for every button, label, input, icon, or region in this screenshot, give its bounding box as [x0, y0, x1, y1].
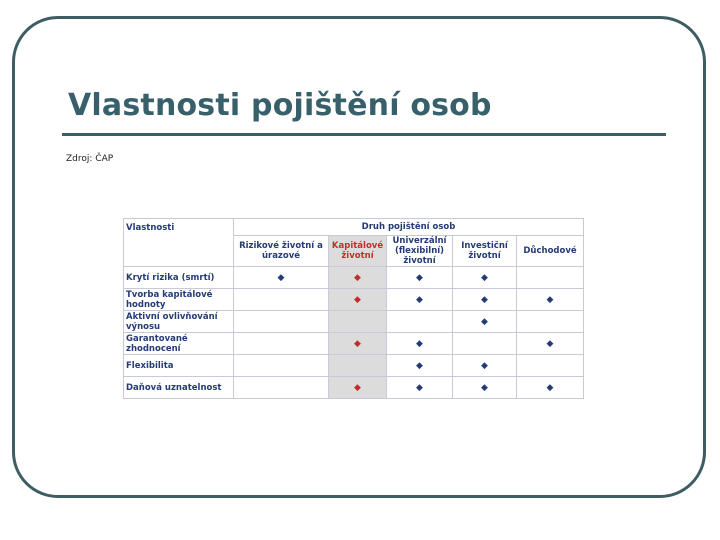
column-header: Investiční životní	[453, 236, 517, 267]
diamond-mark-icon: ◆	[329, 333, 387, 355]
table-row	[124, 267, 584, 289]
group-header: Druh pojištění osob	[234, 219, 584, 236]
diamond-mark-icon: ◆	[329, 377, 387, 399]
column-header: Univerzální (flexibilní) životní	[387, 236, 453, 267]
diamond-mark-icon: ◆	[234, 267, 329, 289]
empty-cell	[234, 311, 329, 333]
empty-cell	[234, 377, 329, 399]
source-note: Zdroj: ČAP	[66, 154, 114, 164]
empty-cell	[234, 333, 329, 355]
diamond-mark-icon: ◆	[387, 267, 453, 289]
empty-cell	[517, 311, 584, 333]
diamond-mark-icon: ◆	[453, 289, 517, 311]
empty-cell	[234, 289, 329, 311]
row-label: Aktivní ovlivňování výnosu	[124, 311, 234, 333]
diamond-mark-icon: ◆	[453, 267, 517, 289]
empty-cell	[453, 333, 517, 355]
empty-cell	[387, 311, 453, 333]
slide-title: Vlastnosti pojištění osob	[68, 88, 492, 123]
diamond-mark-icon: ◆	[329, 267, 387, 289]
empty-cell	[234, 355, 329, 377]
table-row	[124, 333, 584, 355]
diamond-mark-icon: ◆	[387, 355, 453, 377]
empty-cell	[329, 311, 387, 333]
diamond-mark-icon: ◆	[329, 289, 387, 311]
table-row	[124, 355, 584, 377]
diamond-mark-icon: ◆	[387, 377, 453, 399]
table-row	[124, 289, 584, 311]
empty-cell	[517, 267, 584, 289]
empty-cell	[329, 355, 387, 377]
title-underline	[62, 133, 666, 136]
table-row	[124, 311, 584, 333]
empty-cell	[517, 355, 584, 377]
column-header: Kapitálové životní	[329, 236, 387, 267]
diamond-mark-icon: ◆	[453, 355, 517, 377]
row-label: Daňová uznatelnost	[124, 377, 234, 399]
row-label: Krytí rizika (smrtí)	[124, 267, 234, 289]
column-header: Důchodové	[517, 236, 584, 267]
diamond-mark-icon: ◆	[453, 377, 517, 399]
row-label: Tvorba kapitálové hodnoty	[124, 289, 234, 311]
diamond-mark-icon: ◆	[453, 311, 517, 333]
corner-header: Vlastnosti	[124, 219, 234, 267]
diamond-mark-icon: ◆	[387, 289, 453, 311]
diamond-mark-icon: ◆	[517, 333, 584, 355]
row-label: Flexibilita	[124, 355, 234, 377]
column-header: Rizikové životní a úrazové	[234, 236, 329, 267]
table-row	[124, 377, 584, 399]
diamond-mark-icon: ◆	[517, 289, 584, 311]
diamond-mark-icon: ◆	[517, 377, 584, 399]
diamond-mark-icon: ◆	[387, 333, 453, 355]
insurance-properties-table	[123, 218, 584, 399]
row-label: Garantované zhodnocení	[124, 333, 234, 355]
